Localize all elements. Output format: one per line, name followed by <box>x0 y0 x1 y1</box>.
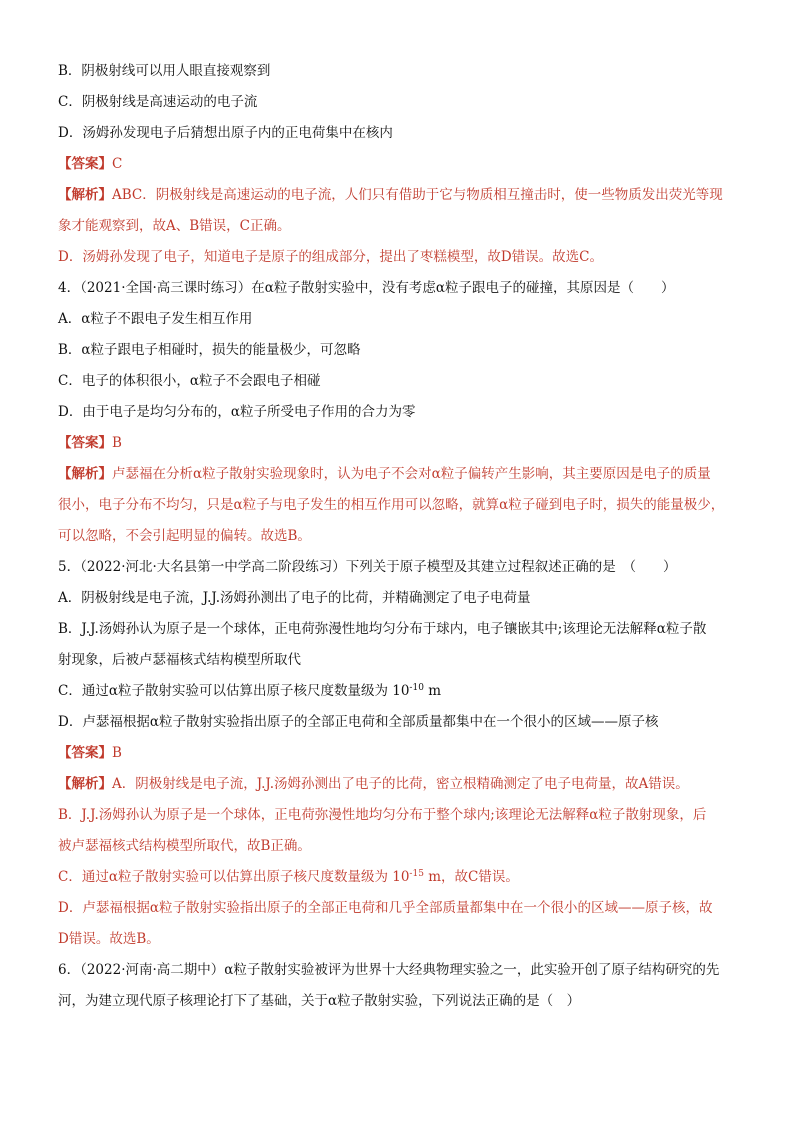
analysis-text: C．通过α粒子散射实验可以估算出原子核尺度数量级为 10 <box>58 869 410 885</box>
q5-answer <box>58 738 742 769</box>
q5-analysis-d-line-1: D．卢瑟福根据α粒子散射实验指出原子的全部正电荷和几乎全部质量都集中在一个很小的区域——原子核，故 <box>58 900 713 916</box>
answer-value: B <box>112 745 122 761</box>
q5-option-b-line-2: 射现象，后被卢瑟福核式结构模型所取代 <box>58 652 301 668</box>
analysis-tag: 【解析】 <box>58 466 112 482</box>
q5-stem: 5．（2022·河北·大名县第一中学高二阶段练习）下列关于原子模型及其建立过程叙述正确的是 （ ） <box>58 559 677 575</box>
answer-tag: 【答案】 <box>58 745 112 761</box>
unit-text: m <box>423 683 442 699</box>
q3-option-c: C．阴极射线是高速运动的电子流 <box>58 94 258 110</box>
answer-tag: 【答案】 <box>58 156 112 172</box>
analysis-tag: 【解析】 <box>58 187 112 203</box>
exponent: -15 <box>409 869 424 879</box>
answer-value: C <box>112 156 123 172</box>
q3-analysis-line-2: 象才能观察到，故A、B错误，C正确。 <box>58 218 291 234</box>
analysis-text: ABC．阴极射线是高速运动的电子流，人们只有借助于它与物质相互撞击时，使一些物质发出荧光等现 <box>112 187 723 203</box>
analysis-text: 卢瑟福在分析α粒子散射实验现象时，认为电子不会对α粒子偏转产生影响，其主要原因是电子的质量 <box>112 466 711 482</box>
q4-option-b: B．α粒子跟电子相碰时，损失的能量极少，可忽略 <box>58 342 361 358</box>
analysis-text: A．阴极射线是电子流，J.J.汤姆孙测出了电子的比荷，密立根精确测定了电子电荷量，故A错误。 <box>112 776 689 792</box>
q6-stem-line-2: 河，为建立现代原子核理论打下了基础，关于α粒子散射实验，下列说法正确的是（ ） <box>58 993 581 1009</box>
analysis-tag: 【解析】 <box>58 776 112 792</box>
q3-option-b: B．阴极射线可以用人眼直接观察到 <box>58 63 271 79</box>
q5-option-a: A．阴极射线是电子流，J.J.汤姆孙测出了电子的比荷，并精确测定了电子电荷量 <box>58 590 531 606</box>
option-text: C．通过α粒子散射实验可以估算出原子核尺度数量级为 10 <box>58 683 410 699</box>
q3-analysis-line <box>58 180 742 211</box>
q6-stem-line-1: 6．（2022·河南·高二期中）α粒子散射实验被评为世界十大经典物理实验之一，此实验开创了原子结构研究的先 <box>58 962 720 978</box>
q5-analysis-c <box>58 862 742 893</box>
q3-analysis-line-3: D．汤姆孙发现了电子，知道电子是原子的组成部分，提出了枣糕模型，故D错误。故选C。 <box>58 249 603 265</box>
document-page <box>58 56 742 1017</box>
q3-option-d: D．汤姆孙发现电子后猜想出原子内的正电荷集中在核内 <box>58 125 393 141</box>
q4-analysis-line-2: 很小，电子分布不均匀，只是α粒子与电子发生的相互作用可以忽略，就算α粒子碰到电子时，损失的能量极少， <box>58 497 725 513</box>
q5-option-b-line-1: B．J.J.汤姆孙认为原子是一个球体，正电荷弥漫性地均匀分布于球内，电子镶嵌其中;该理论无法解释α粒子散 <box>58 621 707 637</box>
q4-option-d: D．由于电子是均匀分布的，α粒子所受电子作用的合力为零 <box>58 404 416 420</box>
exponent: -10 <box>409 683 424 693</box>
q4-answer <box>58 428 742 459</box>
answer-value: B <box>112 435 122 451</box>
q5-option-c <box>58 676 742 707</box>
q5-analysis-a <box>58 769 742 800</box>
q4-stem: 4．（2021·全国·高三课时练习）在α粒子散射实验中，没有考虑α粒子跟电子的碰撞，其原因是（ ） <box>58 280 675 296</box>
q5-analysis-d-line-2: D错误。故选B。 <box>58 931 160 947</box>
q4-option-a: A．α粒子不跟电子发生相互作用 <box>58 311 253 327</box>
q5-analysis-b-line-1: B．J.J.汤姆孙认为原子是一个球体，正电荷弥漫性地均匀分布于整个球内;该理论无法解释α粒子散射现象，后 <box>58 807 707 823</box>
q5-option-d: D．卢瑟福根据α粒子散射实验指出原子的全部正电荷和全部质量都集中在一个很小的区域——原子核 <box>58 714 659 730</box>
q4-option-c: C．电子的体积很小，α粒子不会跟电子相碰 <box>58 373 321 389</box>
answer-tag: 【答案】 <box>58 435 112 451</box>
q4-analysis-line <box>58 459 742 490</box>
q4-analysis-line-3: 可以忽略，不会引起明显的偏转。故选B。 <box>58 528 311 544</box>
q5-analysis-b-line-2: 被卢瑟福核式结构模型所取代，故B正确。 <box>58 838 311 854</box>
unit-text: m，故C错误。 <box>423 869 519 885</box>
q3-answer <box>58 149 742 180</box>
